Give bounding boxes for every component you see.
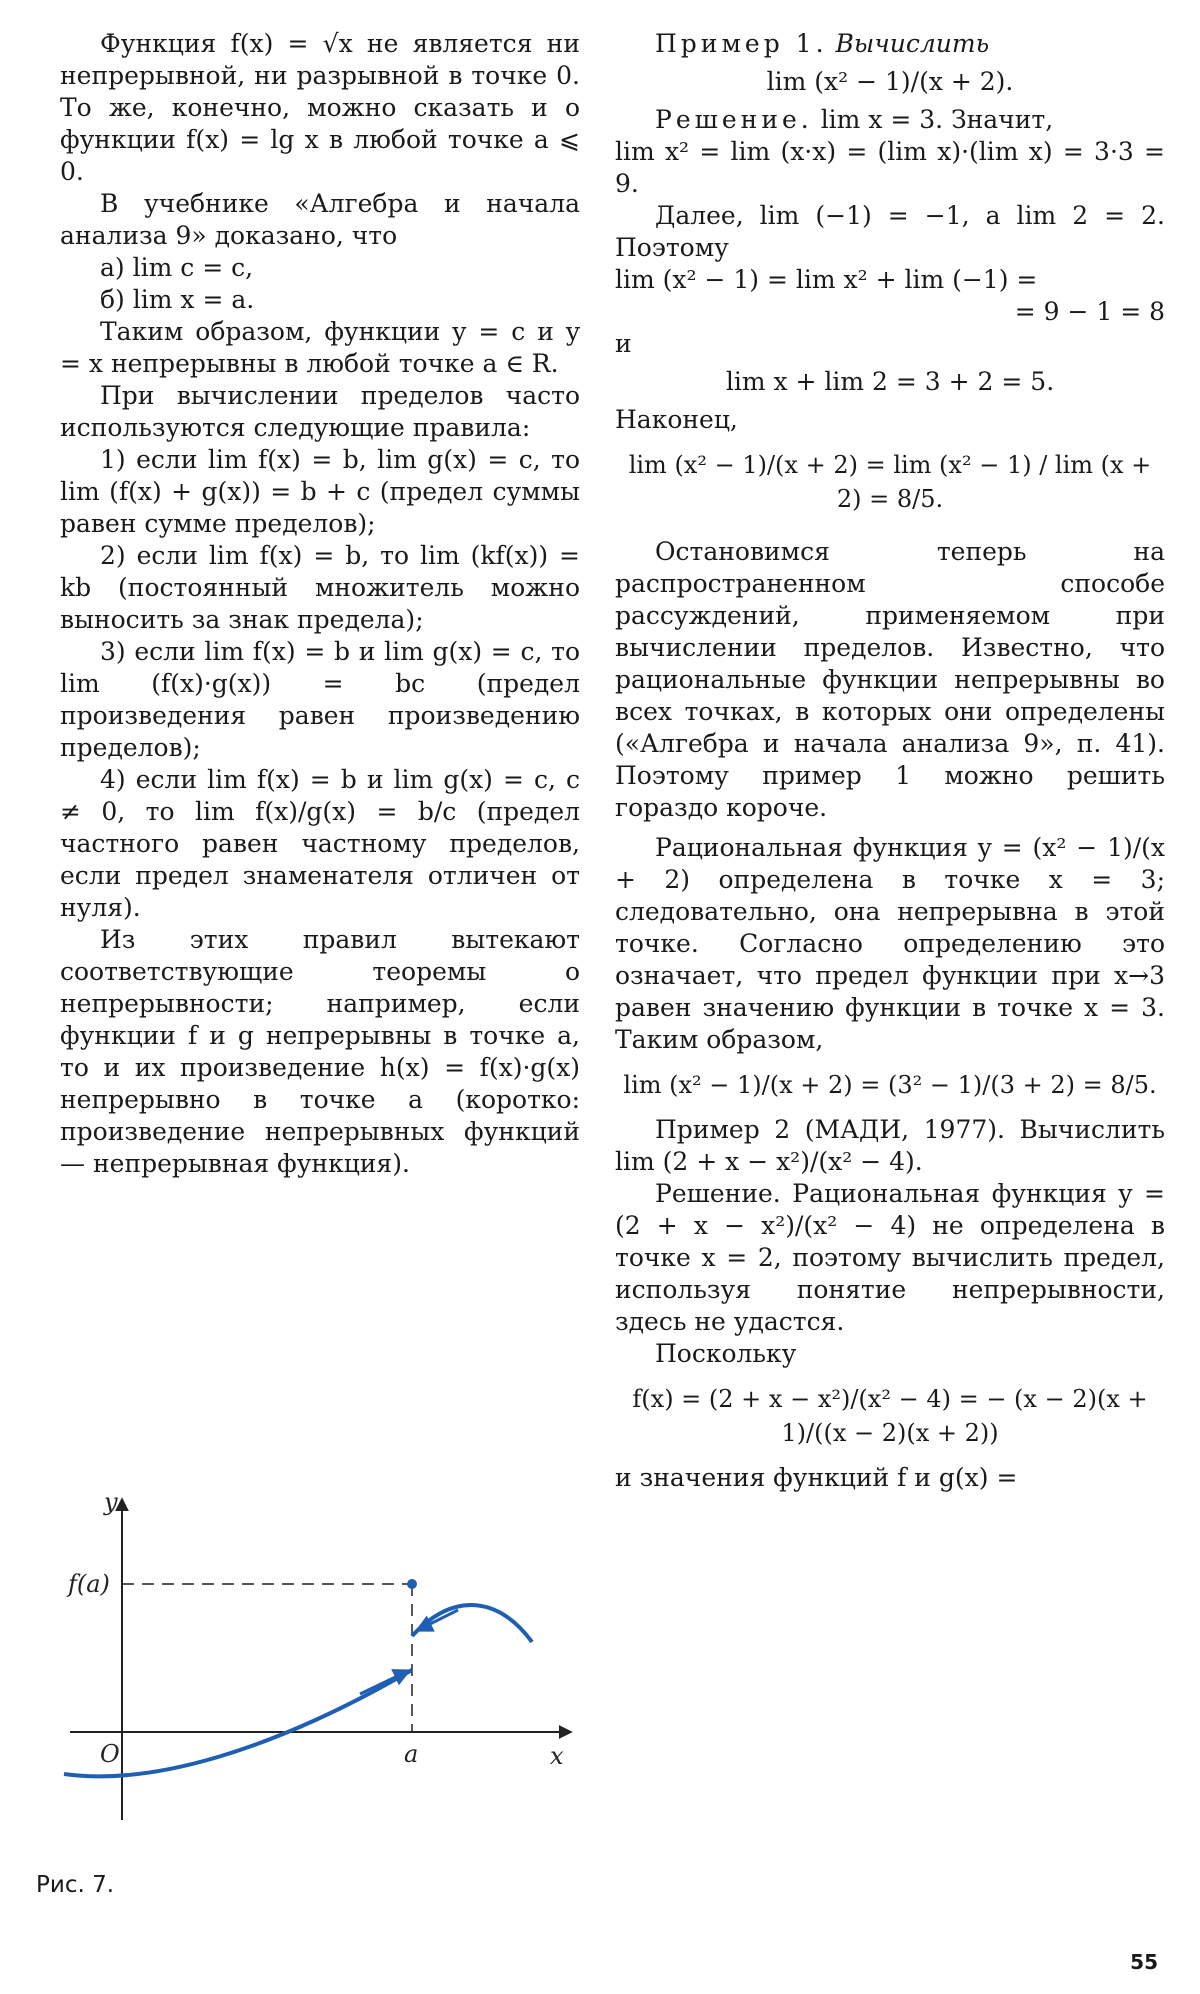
equation-result: lim (x² − 1)/(x + 2) = lim (x² − 1) / lim (x + 2) = 8/5. <box>628 451 1152 513</box>
paragraph-theorems: Из этих правил вытекают соответствующие теоремы о непрерывности; например, если функции f и g непрерывны в точке a, то и их произведение h(x) = f(x)·g(x) непрерывно в точке a (коротко: произведение непрерывных функций — непрерывная функция). <box>60 925 580 1178</box>
solution-1-text: lim x = 3. Значит, <box>820 105 1054 134</box>
example-1-task: Вычислить <box>835 29 990 58</box>
finally-text: Наконец, <box>615 405 738 434</box>
example-1-title: Пример 1. <box>655 29 828 58</box>
equation-numerator: lim (x² − 1) = lim x² + lim (−1) = <box>615 265 1038 294</box>
conjunction-and: и <box>615 329 632 358</box>
left-branch-arrow <box>360 1671 408 1694</box>
fa-label: f(a) <box>68 1570 110 1598</box>
rule-quotient: 4) если lim f(x) = b и lim g(x) = c, c ≠ 0, то lim f(x)/g(x) = b/c (предел частного равен частному пределов, если предел знаменателя отличен от нуля). <box>60 765 580 922</box>
origin-label: O <box>100 1740 120 1768</box>
paragraph-continuation: и значения функций f и g(x) = <box>615 1463 1018 1492</box>
rule-sum: 1) если lim f(x) = b, lim g(x) = c, то lim (f(x) + g(x)) = b + c (предел суммы равен сумме пределов); <box>60 445 580 538</box>
figure-caption: Рис. 7. <box>36 1872 115 1898</box>
equation-direct-substitution: lim (x² − 1)/(x + 2) = (3² − 1)/(3 + 2) = 8/5. <box>623 1071 1157 1099</box>
paragraph-reasoning: Остановимся теперь на распространенном способе рассуждений, применяемом при вычислении пределов. Известно, что рациональные функции непрерывны во всех точках, в которых они определены («Алгебра и начала анализа 9», п. 41). Поэтому пример 1 можно решить гораздо короче. <box>615 537 1165 822</box>
solution-2: Решение. Рациональная функция y = (2 + x − x²)/(x² − 4) не определена в точке x = 2, поэтому вычислить предел, используя понятие непрерывности, здесь не удастся. <box>615 1179 1165 1336</box>
x-axis-label: x <box>550 1742 564 1770</box>
rule-constant-factor: 2) если lim f(x) = b, то lim (kf(x)) = kb (постоянный множитель можно выносить за знак предела); <box>60 541 580 634</box>
y-axis-label: y <box>104 1488 118 1516</box>
left-column <box>60 28 580 1180</box>
point-fa <box>407 1579 417 1589</box>
page-number: 55 <box>1130 1950 1158 1974</box>
rule-product: 3) если lim f(x) = b и lim g(x) = c, то lim (f(x)·g(x)) = bc (предел произведения равен произведению пределов); <box>60 637 580 762</box>
example-1-heading <box>615 28 1165 60</box>
paragraph-rules-intro: При вычислении пределов часто используются следующие правила: <box>60 381 580 442</box>
since-text: Поскольку <box>655 1339 797 1368</box>
a-label: a <box>404 1740 419 1768</box>
equation-factorization: f(x) = (2 + x − x²)/(x² − 4) = − (x − 2)(x + 1)/((x − 2)(x + 2)) <box>632 1385 1148 1447</box>
paragraph-rational-function: Рациональная функция y = (x² − 1)/(x + 2) определена в точке x = 3; следовательно, она непрерывна в этой точке. Согласно определению это означает, что предел функции при x→3 равен значению функции в точке x = 3. Таким образом, <box>615 833 1165 1054</box>
limit-identity: б) lim x = a. <box>100 285 255 314</box>
figure-7 <box>60 1480 580 1860</box>
equation-numerator-result: = 9 − 1 = 8 <box>1014 297 1165 326</box>
paragraph-textbook: В учебнике «Алгебра и начала анализа 9» доказано, что <box>60 189 580 250</box>
paragraph-sqrt-function: Функция f(x) = √x не является ни непрерывной, ни разрывной в точке 0. То же, конечно, можно сказать и о функции f(x) = lg x в любой точке a ⩽ 0. <box>60 29 580 186</box>
figure-7-graph <box>60 1480 580 1860</box>
equation-denominator: lim x + lim 2 = 3 + 2 = 5. <box>725 367 1055 396</box>
example-1-formula: lim (x² − 1)/(x + 2). <box>766 67 1014 96</box>
equation-x-squared: lim x² = lim (x·x) = (lim x)·(lim x) = 3·3 = 9. <box>615 137 1165 198</box>
solution-label: Решение. <box>655 105 813 134</box>
limit-constant: а) lim c = c, <box>100 253 254 282</box>
solution-1 <box>615 104 1165 136</box>
right-column <box>615 28 1165 1494</box>
equation-constants: Далее, lim (−1) = −1, а lim 2 = 2. Поэтому <box>615 201 1165 262</box>
paragraph-continuity: Таким образом, функции y = c и y = x непрерывны в любой точке a ∈ R. <box>60 317 580 378</box>
example-2-heading: Пример 2 (МАДИ, 1977). Вычислить lim (2 + x − x²)/(x² − 4). <box>615 1115 1165 1176</box>
